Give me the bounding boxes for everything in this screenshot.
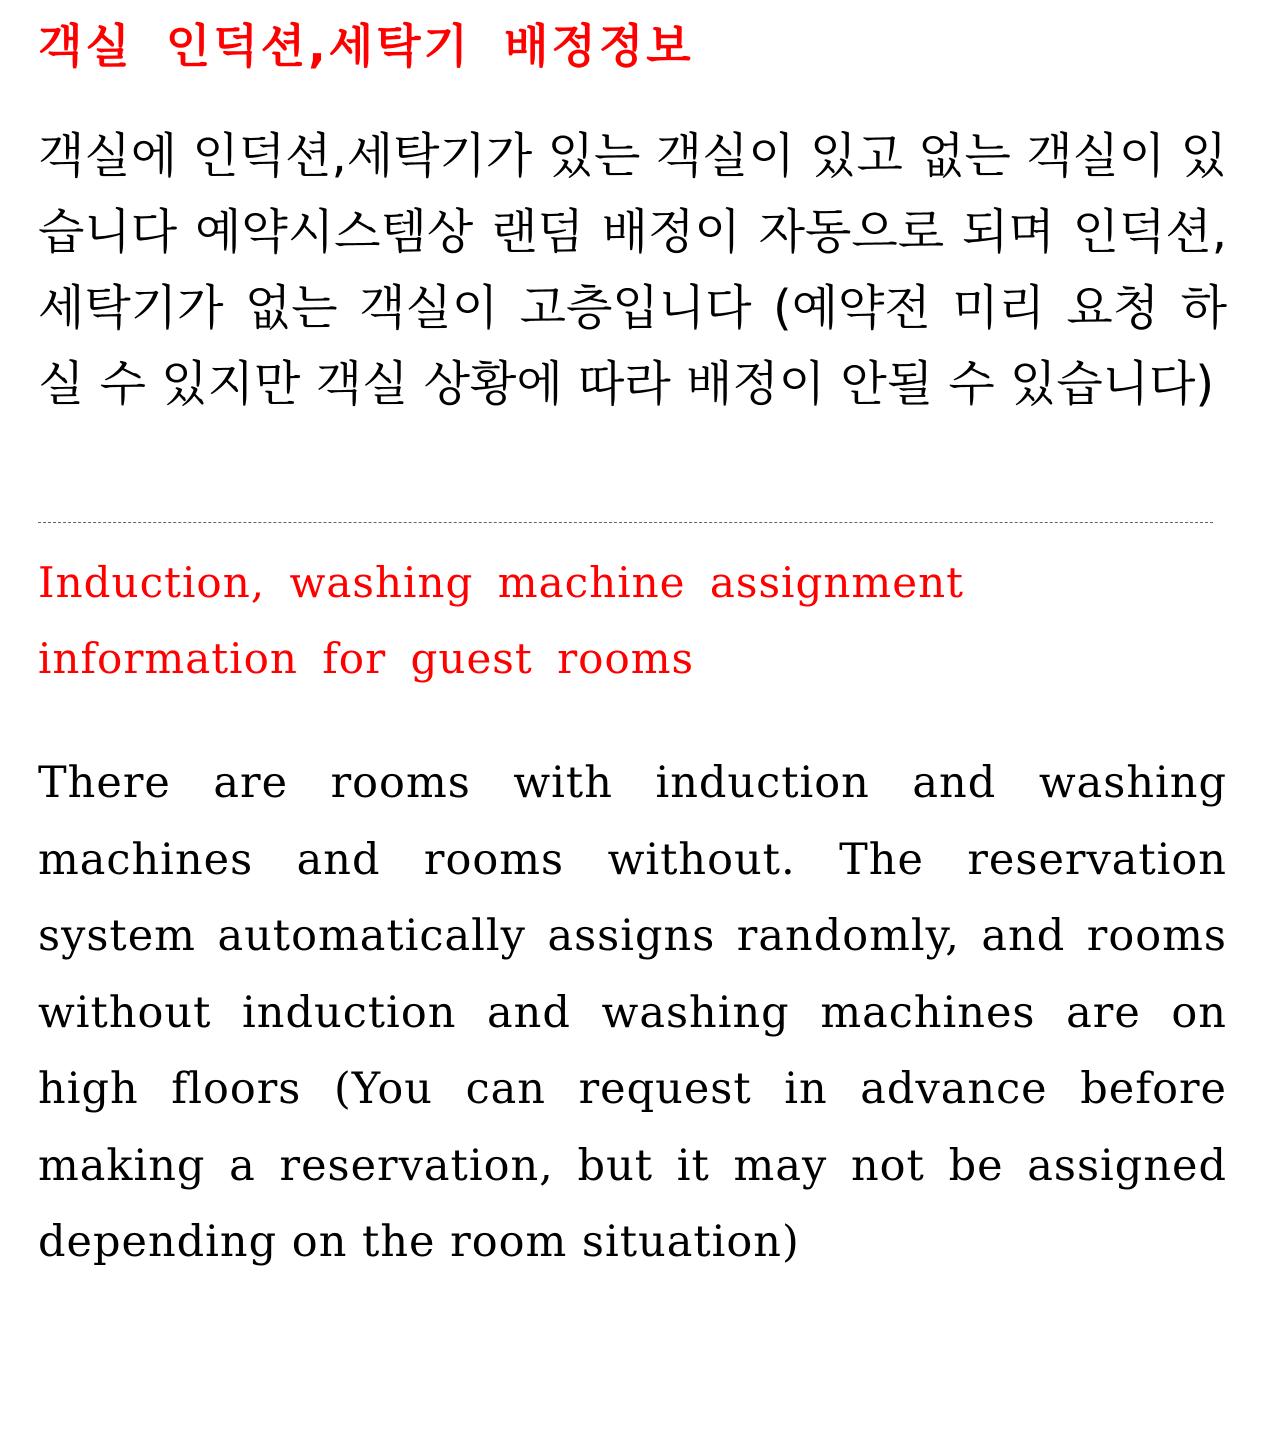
section-divider xyxy=(38,522,1213,523)
english-title: Induction, washing machine assignment information for guest rooms xyxy=(38,558,965,683)
korean-body: 객실에 인덕션,세탁기가 있는 객실이 있고 없는 객실이 있습니다 예약시스템상 랜덤 배정이 자동으로 되며 인덕션,세탁기가 없는 객실이 고층입니다 (예약전 미리 요청 하실 수 있지만 객실 상황에 따라 배정이 안될 수 있습니다) xyxy=(38,128,1227,412)
korean-title: 객실 인덕션,세탁기 배정정보 xyxy=(38,19,694,73)
english-body: There are rooms with induction and washing machines and rooms without. The reservation system automatically assigns randomly, and rooms without induction and washing machines are on high floors (You can request in advance before making a reservation, but it may not be assigned depending on the room situation) xyxy=(38,758,1227,1267)
